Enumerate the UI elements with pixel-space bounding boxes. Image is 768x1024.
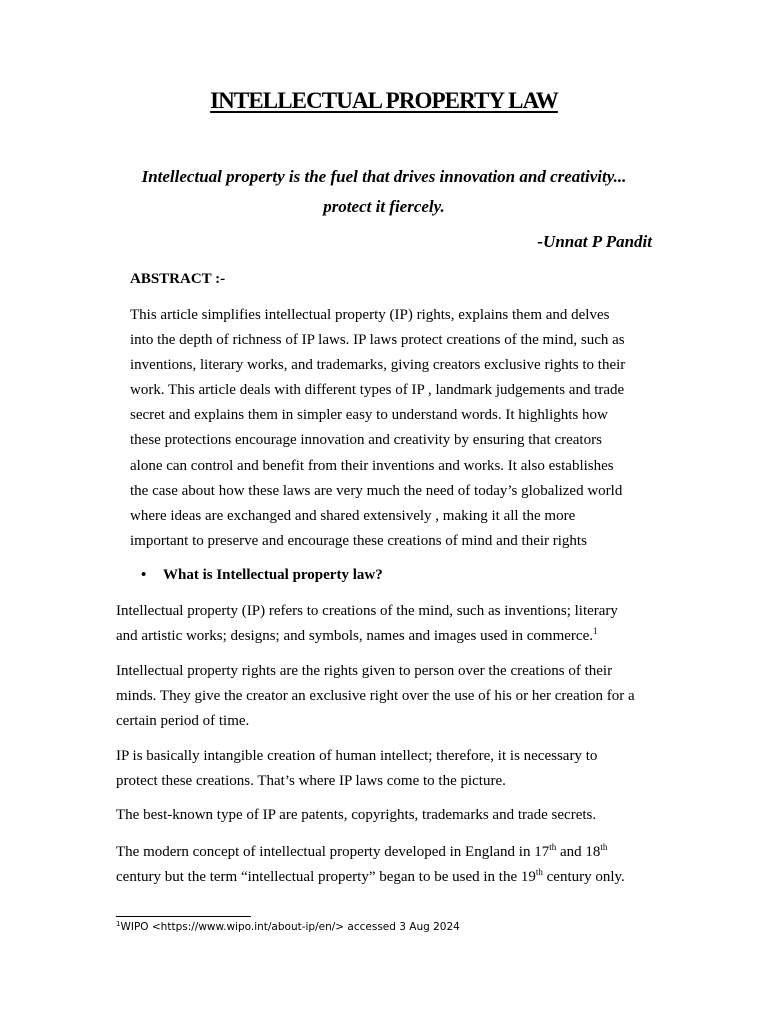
- epigraph-quote: [110, 162, 658, 222]
- paragraph-ip-rights: [116, 659, 656, 734]
- paragraph-ip-types: [116, 803, 656, 828]
- paragraph-line: [116, 624, 656, 649]
- abstract-line: secret and explains them in simpler easy to understand words. It highlights how: [130, 407, 608, 424]
- paragraph-text: century but the term “intellectual property” began to be used in the 19: [116, 869, 536, 885]
- footnote: [116, 921, 460, 933]
- quote-line-2: protect it fiercely.: [323, 197, 445, 216]
- paragraph-text: century only.: [542, 869, 625, 885]
- abstract-line: This article simplifies intellectual property (IP) rights, explains them and delves: [130, 307, 610, 323]
- footnote-marker: 1: [116, 920, 121, 928]
- paragraph-line: [116, 865, 656, 890]
- superscript: th: [535, 867, 543, 877]
- footnote-text[interactable]: WIPO <https://www.wipo.int/about-ip/en/> accessed 3 Aug 2024: [120, 921, 460, 933]
- quote-author: -Unnat P Pandit: [537, 232, 652, 251]
- paragraph-line: certain period of time.: [116, 713, 250, 729]
- paragraph-line: The best-known type of IP are patents, copyrights, trademarks and trade secrets.: [116, 807, 597, 823]
- section-heading: [141, 567, 383, 584]
- abstract-line: work. This article deals with different types of IP , landmark judgements and trade: [130, 382, 625, 399]
- paragraph-line: Intellectual property (IP) refers to creations of the mind, such as inventions; literary: [116, 603, 618, 619]
- abstract-line: alone can control and benefit from their inventions and works. It also establishes: [130, 457, 614, 474]
- paragraph-ip-definition: [116, 599, 656, 649]
- abstract-line: important to preserve and encourage these creations of mind and their rights: [130, 532, 587, 549]
- document-title: INTELLECTUAL PROPERTY LAW: [210, 88, 558, 113]
- paragraph-line: minds. They give the creator an exclusive right over the use of his or her creation for a: [116, 688, 635, 704]
- footnote-separator: [116, 916, 251, 917]
- paragraph-line: protect these creations. That’s where IP laws come to the picture.: [116, 773, 506, 789]
- superscript: th: [549, 842, 557, 852]
- superscript: th: [600, 842, 608, 852]
- paragraph-intangible: [116, 744, 656, 794]
- abstract-line: into the depth of richness of IP laws. IP laws protect creations of the mind, such as: [130, 332, 625, 349]
- paragraph-line: Intellectual property rights are the rights given to person over the creations of their: [116, 663, 613, 679]
- abstract-line: the case about how these laws are very much the need of today’s globalized world: [130, 482, 623, 499]
- footnote-reference[interactable]: 1: [592, 626, 598, 636]
- abstract-heading: ABSTRACT :-: [130, 271, 226, 287]
- abstract-body: [130, 303, 652, 554]
- paragraph-text: and 18: [556, 844, 601, 860]
- paragraph-text: and artistic works; designs; and symbols, names and images used in commerce.: [116, 628, 593, 644]
- paragraph-history: [116, 840, 656, 890]
- abstract-line: where ideas are exchanged and shared extensively , making it all the more: [130, 507, 576, 524]
- quote-line-1: Intellectual property is the fuel that drives innovation and creativity...: [141, 167, 627, 186]
- abstract-line: inventions, literary works, and trademarks, giving creators exclusive rights to their: [130, 357, 626, 374]
- paragraph-line: IP is basically intangible creation of human intellect; therefore, it is necessary to: [116, 748, 598, 764]
- abstract-line: these protections encourage innovation and creativity by ensuring that creators: [130, 432, 602, 449]
- paragraph-line: [116, 840, 656, 865]
- bullet-icon: •: [141, 567, 147, 583]
- section-heading-text: What is Intellectual property law?: [163, 567, 383, 583]
- paragraph-text: The modern concept of intellectual property developed in England in 17: [116, 844, 550, 860]
